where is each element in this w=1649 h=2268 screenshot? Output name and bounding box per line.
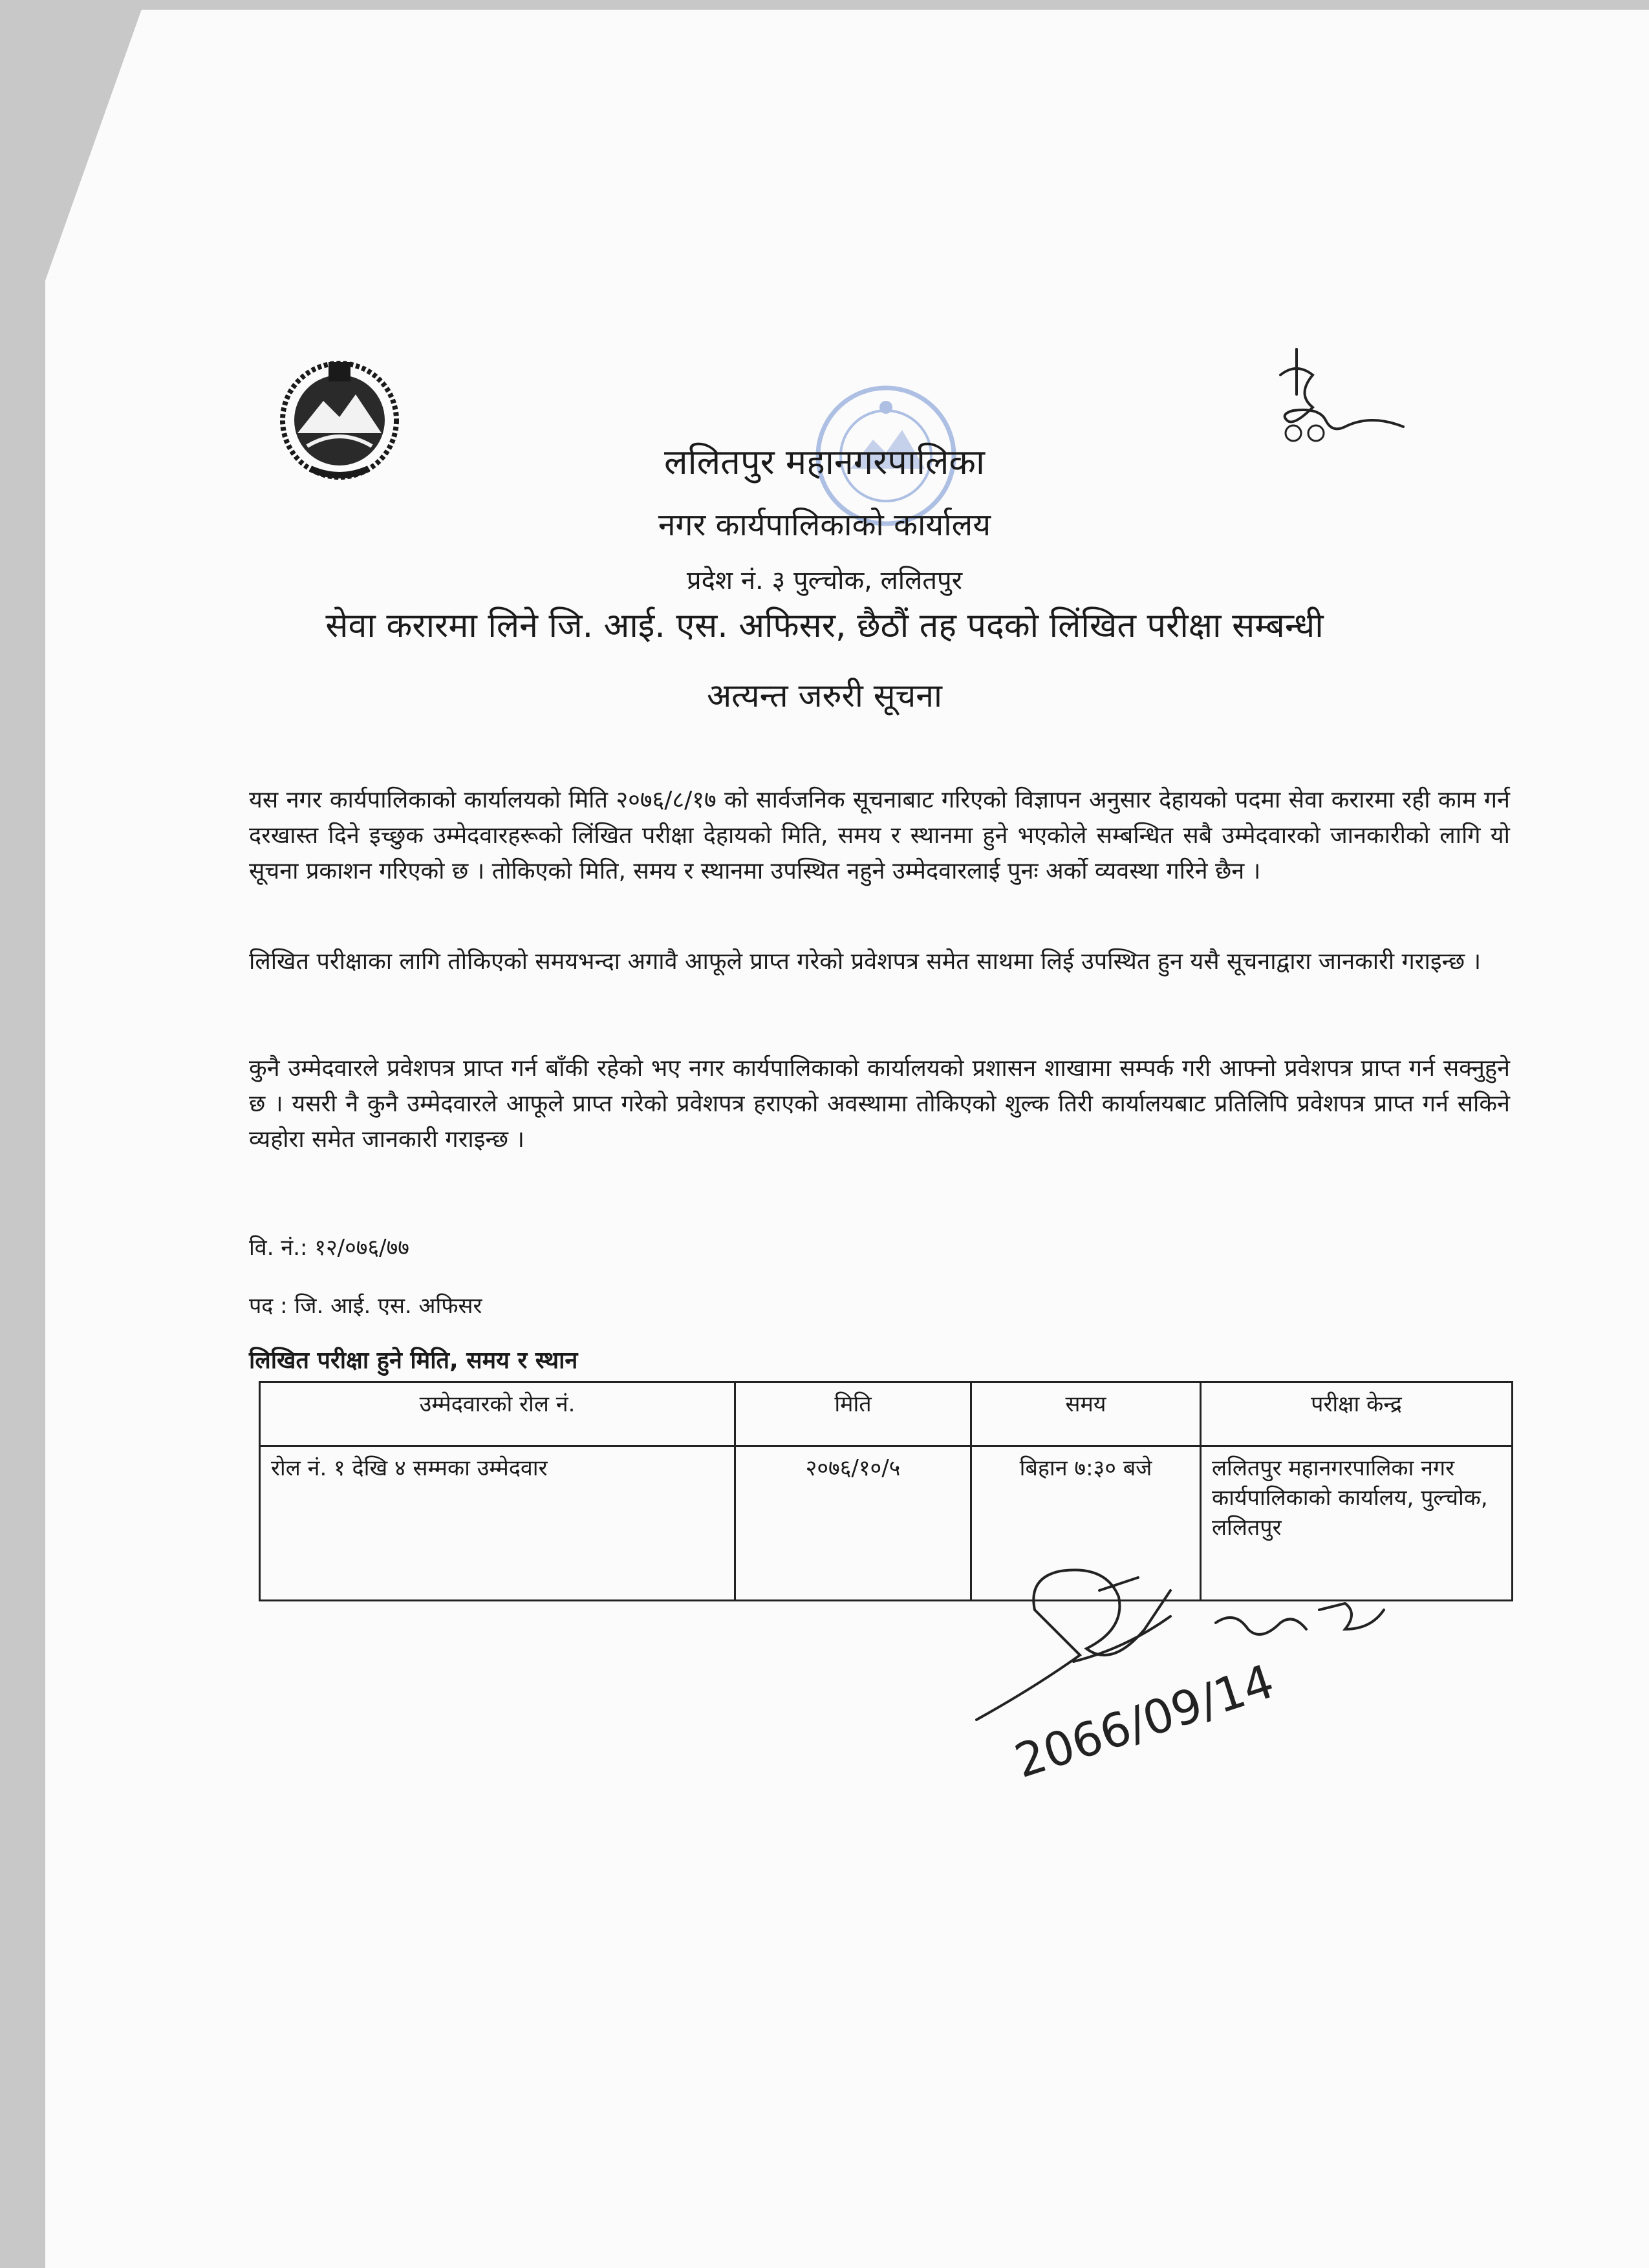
post-name: पद : जि. आई. एस. अफिसर	[249, 1293, 482, 1319]
notice-subject: सेवा करारमा लिने जि. आई. एस. अफिसर, छैठौं तह पदको लिंखित परीक्षा सम्बन्धी	[325, 606, 1324, 645]
cell-exam-center: ललितपुर महानगरपालिका नगर कार्यपालिकाको कार्यालय, पुल्चोक, ललितपुर	[1201, 1446, 1513, 1601]
signature-date: 2066/09/14	[1008, 1654, 1280, 1789]
office-name: नगर कार्यपालिकाको कार्यालय	[658, 507, 991, 543]
body-paragraph-1: यस नगर कार्यपालिकाको कार्यालयको मिति २०७६/८/१७ को सार्वजनिक सूचनाबाट गरिएको विज्ञापन अनुसार देहायको पदमा सेवा करारमा रही काम गर्न दरखास्त दिने इच्छुक उम्मेदवारहरूको लिंखित परीक्षा देहायको मिति, समय र स्थानमा हुने भएकोले सम्बन्धित सबै उम्मेदवारको जानकारीको लागि यो सूचना प्रकाशन गरिएको छ । तोकिएको मिति, समय र स्थानमा उपस्थित नहुने उम्मेदवारलाई पुनः अर्को व्यवस्था गरिने छैन ।	[249, 787, 1510, 884]
header-roll-no: उम्मेदवारको रोल नं.	[260, 1382, 735, 1446]
table-heading: लिखित परीक्षा हुने मिति, समय र स्थान	[249, 1347, 578, 1374]
body-paragraph-2: लिखित परीक्षाका लागि तोकिएको समयभन्दा अगावै आफूले प्राप्त गरेको प्रवेशपत्र समेत साथमा लिई उपस्थित हुन यसै सूचनाद्वारा जानकारी गराइन्छ ।	[249, 948, 1482, 975]
office-address: प्रदेश नं. ३ पुल्चोक, ललितपुर	[686, 566, 963, 595]
header-exam-center: परीक्षा केन्द्र	[1201, 1382, 1513, 1446]
cell-time: बिहान ७:३० बजे	[971, 1446, 1201, 1601]
body-paragraph-3: कुनै उम्मेदवारले प्रवेशपत्र प्राप्त गर्न बाँकी रहेको भए नगर कार्यपालिकाको कार्यालयको प्रशासन शाखामा सम्पर्क गरी आफ्नो प्रवेशपत्र प्राप्त गर्न सक्नुहुने छ । यसरी नै कुनै उम्मेदवारले आफूले प्राप्त गरेको प्रवेशपत्र हराएको अवस्थामा तोकिएको शुल्क तिरी कार्यालयबाट प्रतिलिपि प्रवेशपत्र प्राप्त गर्न सकिने व्यहोरा समेत जानकारी गराइन्छ ।	[249, 1055, 1510, 1153]
org-name: ललितपुर महानगरपालिका	[663, 442, 986, 482]
header-date: मिति	[735, 1382, 971, 1446]
advertisement-number: वि. नं.: १२/०७६/७७	[249, 1235, 409, 1261]
notice-title: अत्यन्त जरुरी सूचना	[706, 677, 943, 714]
table-header-row	[260, 1382, 1513, 1446]
handwritten-signature-icon	[957, 1552, 1423, 1823]
cell-date: २०७६/१०/५	[735, 1446, 971, 1601]
header-time: समय	[971, 1382, 1201, 1446]
cell-roll-range: रोल नं. १ देखि ४ सम्मका उम्मेदवार	[260, 1446, 735, 1601]
